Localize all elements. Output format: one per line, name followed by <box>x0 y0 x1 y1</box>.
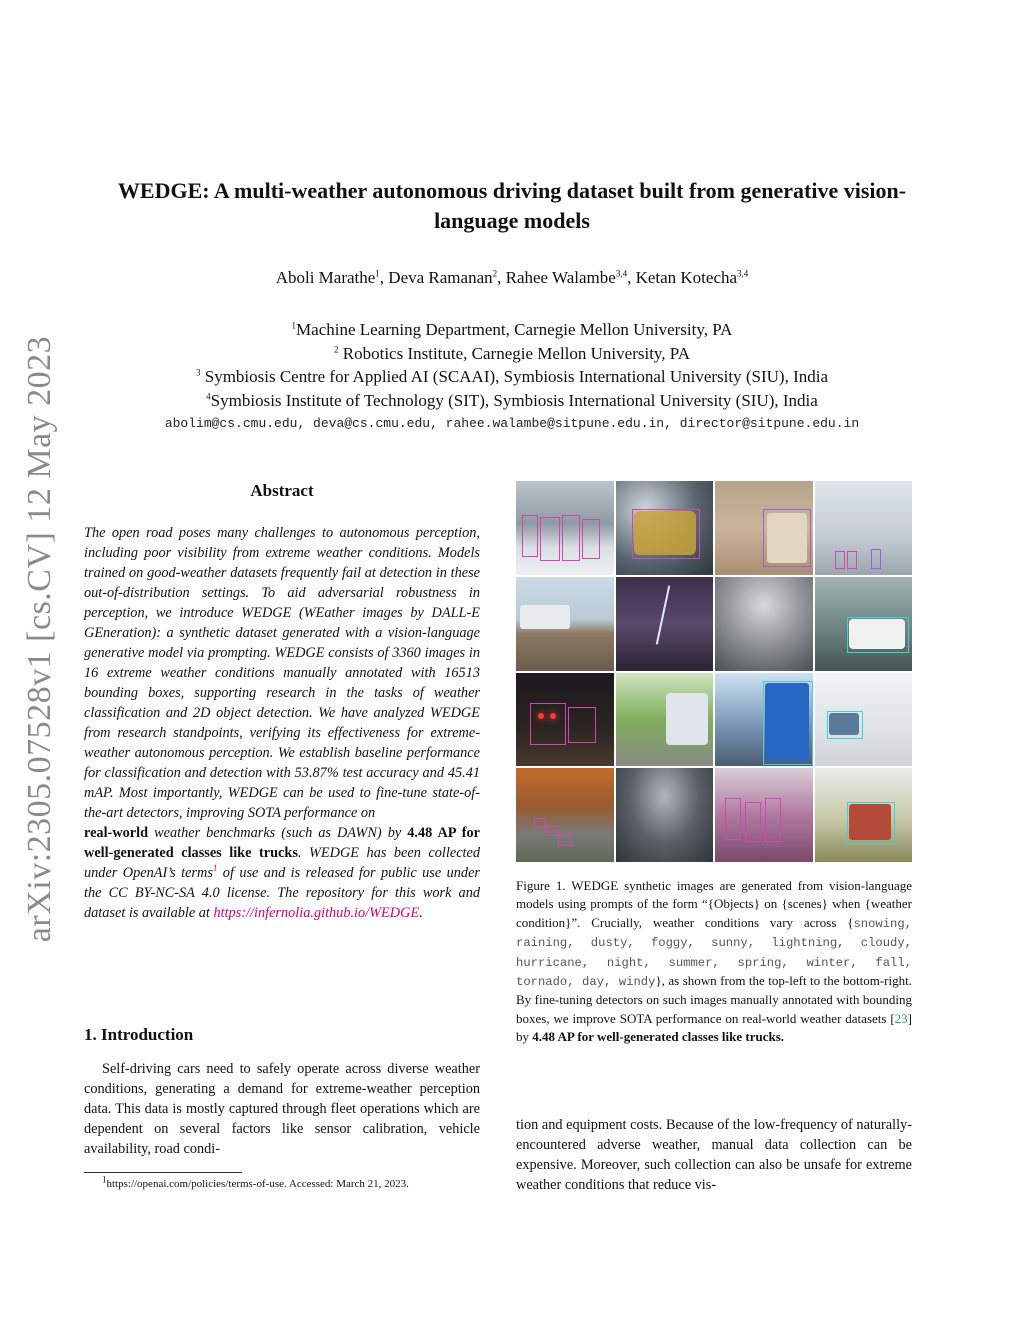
footnote: $^1$https://openai.com/policies/terms-of-use. Accessed: March 21, 2023. <box>102 1174 409 1190</box>
weather-tile-night <box>516 673 614 767</box>
citation-link[interactable]: 23 <box>894 1010 908 1026</box>
author-emails: abolim@cs.cmu.edu, deva@cs.cmu.edu, rahee.walambe@sitpune.edu.in, director@sitpune.edu.in <box>164 416 860 431</box>
affiliation-list <box>90 318 934 412</box>
abstract-body: The open road poses many challenges to autonomous perception, including poor visibility from extreme weather conditions. Models trained on good-weather datasets frequently fail at detection in these out-of-distribution settings. To aid adversarial robustness in perception, we introduce WEDGE (WEather images by DALL-E GEneration): a synthetic dataset generated with a vision-language generative model via prompting. WEDGE consists of 3360 images in 16 extreme weather conditions manually annotated with 16513 bounding boxes, supporting research in the tasks of weather classification and 2D object detection. We have analyzed WEDGE from research standpoints, verifying its effectiveness for extreme-weather autonomous perception. We establish baseline performance for classification and detection with 53.87% test accuracy and 45.41 mAP. Most importantly, WEDGE can be used to fine-tune state-of-the-art detectors, improving SOTA performance on real-world weather benchmarks (such as DAWN) by 4.48 AP for well-generated classes like trucks. WEDGE has been collected under OpenAI’s terms$^1$ of use and is released for public use under the CC BY-NC-SA 4.0 license. The repository for this work and dataset is available at https://infernolia.github.io/WEDGE. <box>84 525 481 921</box>
author-affil-mark: 3,4 <box>615 268 628 279</box>
weather-tile-summer <box>616 673 714 767</box>
abstract-heading: Abstract <box>250 481 314 500</box>
repository-link[interactable]: https://infernolia.github.io/WEDGE <box>213 905 420 921</box>
weather-tile-raining <box>616 481 714 575</box>
affiliation: $^2$ Robotics Institute, Carnegie Mellon University, PA <box>334 343 690 363</box>
author-affil-mark: 1 <box>375 268 380 279</box>
weather-tile-foggy <box>815 481 913 575</box>
weather-tile-winter <box>815 673 913 767</box>
weather-tile-hurricane <box>815 577 913 671</box>
figure-image-grid <box>516 481 912 862</box>
weather-tile-lightning <box>616 577 714 671</box>
figure-caption: Figure 1. WEDGE synthetic images are generated from vision-language models using prompts of the form “{Objects} on {scenes} when {weather condition}”. Crucially, weather conditions vary across {snowing, raining, dusty, foggy, sunny, lightning, cloudy, hurricane, night, summer, spring, winter, fall, tornado, day, windy}, as shown from the top-left to the bottom-right. By fine-tuning detectors on such images manually annotated with bounding boxes, we improve SOTA performance on real-world weather datasets [23] by 4.48 AP for well-generated classes like trucks. <box>516 878 912 1045</box>
weather-tile-windy <box>815 768 913 862</box>
affiliation: $^1$Machine Learning Department, Carnegie Mellon University, PA <box>291 320 733 339</box>
weather-tile-sunny <box>516 577 614 671</box>
abstract-bold: 4.48 AP for well-generated classes like trucks <box>84 825 481 861</box>
author-affil-mark: 3,4 <box>737 268 749 279</box>
author-list: Aboli Marathe$^1$, Deva Ramanan$^2$, Rahee Walambe$^{3,4}$, Ketan Kotecha$^{3,4}$ <box>275 268 749 287</box>
author-name: Deva Ramanan <box>388 268 493 287</box>
affiliation: $^3$ Symbiosis Centre for Applied AI (SCAAI), Symbiosis International University (SIU), India <box>195 367 829 386</box>
weather-tile-tornado <box>616 768 714 862</box>
author-affil-mark: 2 <box>492 268 498 279</box>
paper-title: WEDGE: A multi-weather autonomous driving dataset built from generative vision-language models <box>117 178 907 233</box>
weather-tile-spring <box>715 673 813 767</box>
author-name: Rahee Walambe <box>505 268 616 287</box>
arxiv-identifier: arXiv:2305.07528v1 [cs.CV] 12 May 2023 <box>21 335 58 943</box>
weather-tile-cloudy <box>715 577 813 671</box>
weather-tile-snowing <box>516 481 614 575</box>
footnote-rule <box>84 1172 242 1173</box>
weather-tile-fall <box>516 768 614 862</box>
section-heading-introduction: 1. Introduction <box>84 1025 194 1044</box>
weather-tile-day <box>715 768 813 862</box>
footnote-marker[interactable]: 1 <box>212 863 218 874</box>
author-name: Ketan Kotecha <box>635 268 738 287</box>
weather-tile-dusty <box>715 481 813 575</box>
weather-condition-list: snowing, raining, dusty, foggy, sunny, lightning, cloudy, hurricane, night, summer, spring, winter, fall, tornado, day, windy <box>516 916 912 990</box>
author-name: Aboli Marathe <box>275 268 376 287</box>
affiliation: $^4$Symbiosis Institute of Technology (SIT), Symbiosis International University (SIU), India <box>206 390 818 410</box>
introduction-paragraph: Self-driving cars need to safely operate across diverse weather conditions, generating a demand for extreme-weather perception data. This data is mostly captured through fleet operations which are dependent on several factors like sensor calibration, vehicle availability, road condi- <box>84 1061 480 1157</box>
right-column-paragraph: tion and equipment costs. Because of the low-frequency of naturally-encountered adverse weather, manual data collection can be expensive. Moreover, such collection can also be unsafe for extreme weather conditions that reduce vis- <box>516 1117 912 1193</box>
abstract-bold: real-world <box>84 825 149 841</box>
caption-bold: 4.48 AP for well-generated classes like trucks. <box>532 1029 785 1045</box>
